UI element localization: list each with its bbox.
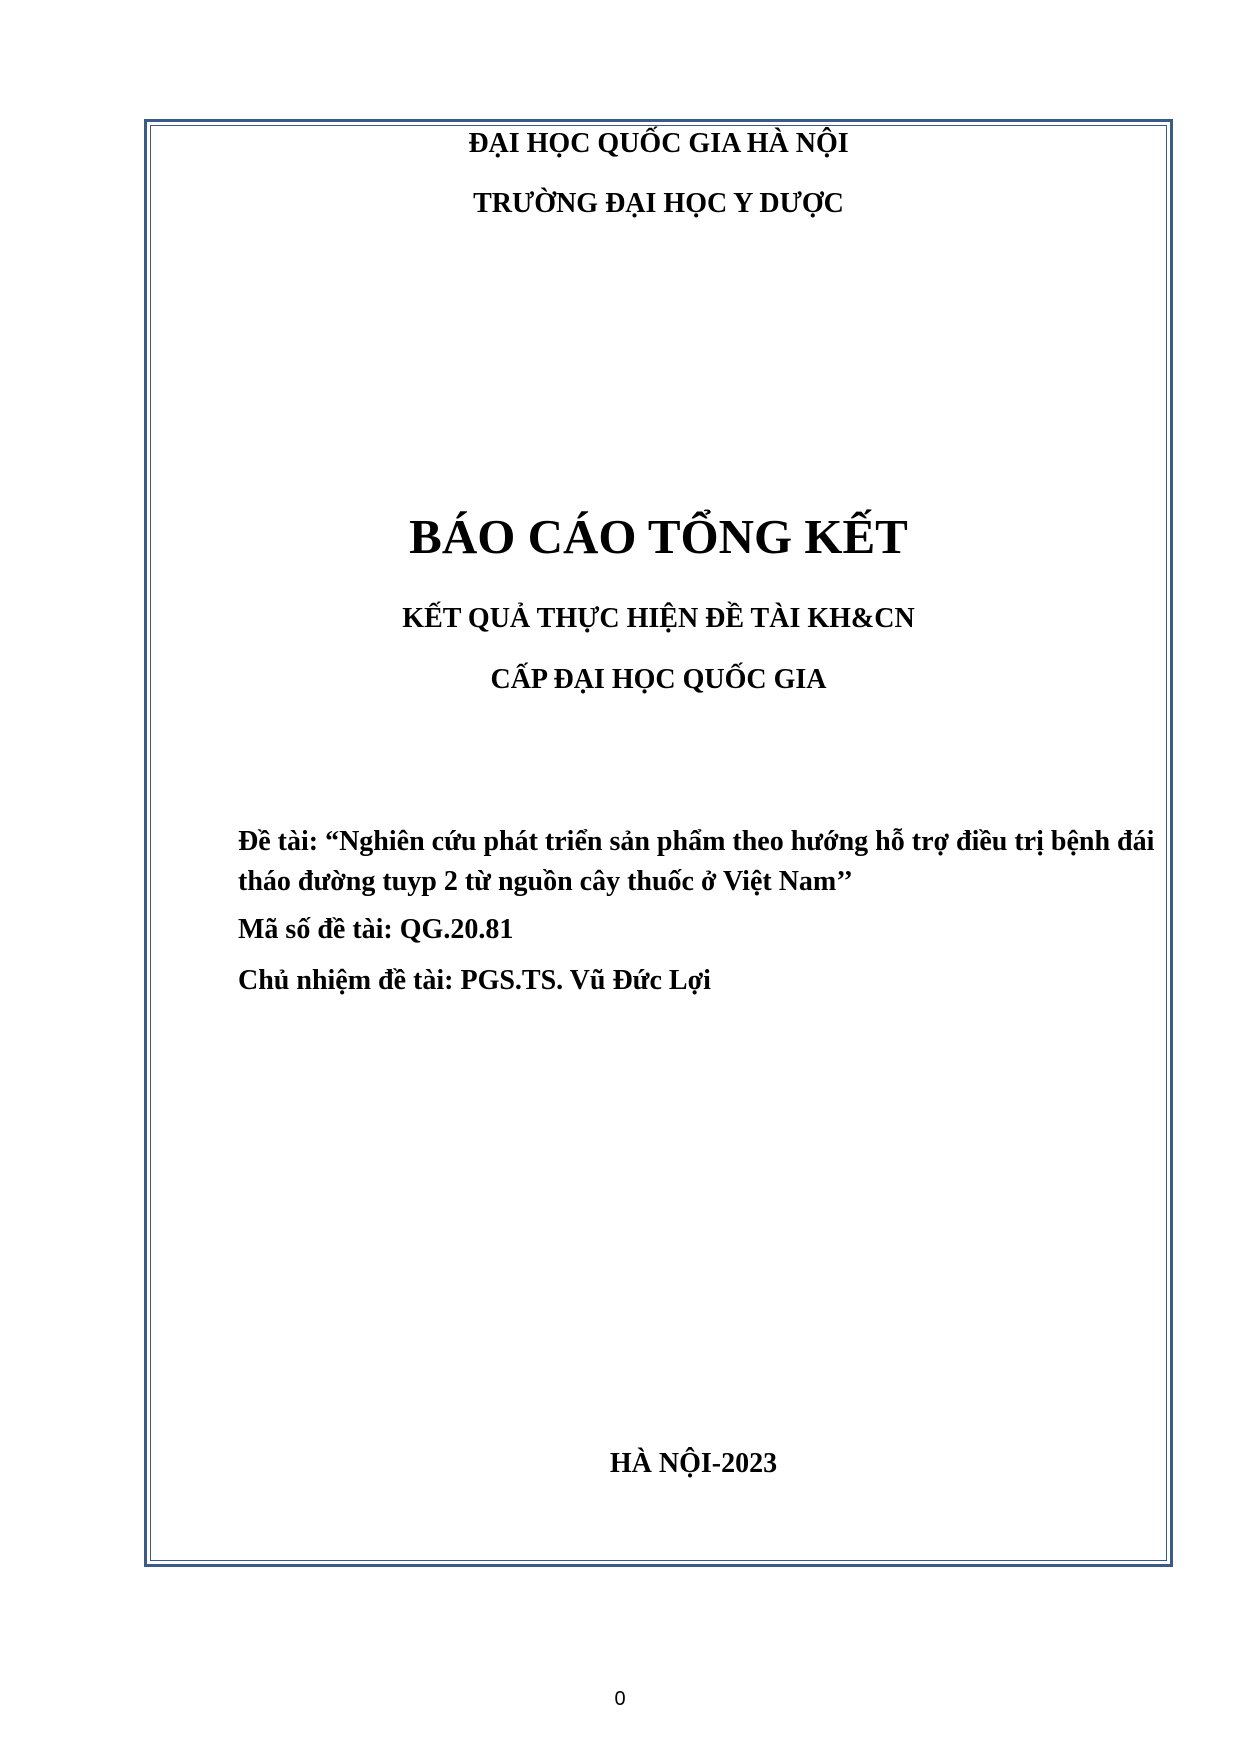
project-code <box>238 914 1158 946</box>
principal-investigator-label: Chủ nhiệm đề tài: <box>238 965 454 996</box>
project-code-label: Mã số đề tài: <box>238 914 393 945</box>
project-code-value: QG.20.81 <box>399 914 514 945</box>
school-name: TRƯỜNG ĐẠI HỌC Y DƯỢC <box>473 188 844 219</box>
topic-block <box>238 822 1158 902</box>
report-subtitle-line2: CẤP ĐẠI HỌC QUỐC GIA <box>490 664 827 695</box>
topic-value: “Nghiên cứu phát triển sản phẩm theo hướng hỗ trợ điều trị bệnh đái tháo đường tuyp 2 từ nguồn cây thuốc ở Việt Nam’’ <box>238 826 1155 897</box>
page-number: 0 <box>614 1688 626 1710</box>
report-title: BÁO CÁO TỔNG KẾT <box>409 509 908 564</box>
topic-label: Đề tài: <box>238 826 319 857</box>
university-name: ĐẠI HỌC QUỐC GIA HÀ NỘI <box>468 128 849 159</box>
principal-investigator <box>238 965 1158 997</box>
principal-investigator-value: PGS.TS. Vũ Đức Lợi <box>460 965 711 996</box>
report-subtitle-line1: KẾT QUẢ THỰC HIỆN ĐỀ TÀI KH&CN <box>402 603 915 634</box>
place-and-year: HÀ NỘI-2023 <box>609 1448 778 1479</box>
